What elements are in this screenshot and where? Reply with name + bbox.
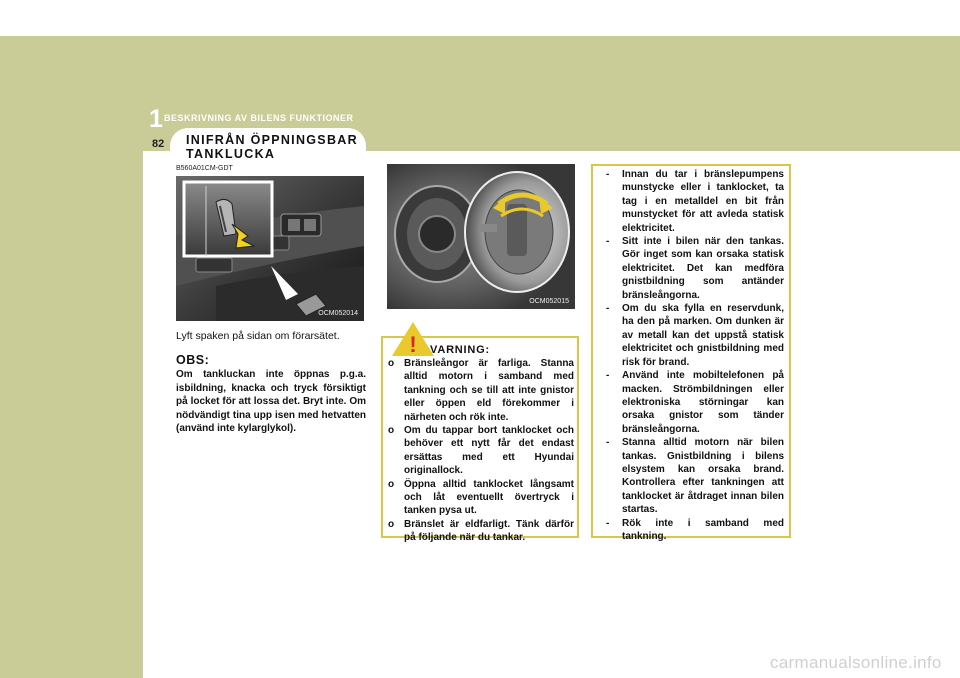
header-band bbox=[0, 36, 960, 151]
figure-code-left: OCM052014 bbox=[318, 310, 358, 317]
bullet: - bbox=[606, 370, 610, 382]
list-item: - Stanna alltid motorn när bilen tankas. Gnistbildning i bilens elsystem kan orsaka brand. Kontrollera efter tankningen att tanklocket är åtdraget innan bilen startas. bbox=[606, 437, 784, 516]
fuel-lever-photo bbox=[176, 176, 364, 321]
list-item: - Sitt inte i bilen när den tankas. Gör inget som kan orsaka statisk elektricitet. Det kan medföra gnistbildning som antänder bränsleångorna. bbox=[606, 236, 784, 301]
list-item: - Använd inte mobiltelefonen på macken. Strömbildningen eller elektroniska störningar kan orsaka gnistor som tänder bränsleångorna. bbox=[606, 370, 784, 435]
bullet: - bbox=[606, 169, 610, 180]
list-item: - Innan du tar i bränslepumpens munstycke eller i tanklocket, ta tag i en metalldel en bit från munstycket för att avleda statisk elektricitet. bbox=[606, 169, 784, 234]
page-number: 82 bbox=[152, 138, 165, 150]
bullet: o bbox=[388, 478, 395, 490]
fuel-cap-photo bbox=[387, 164, 575, 309]
bullet: - bbox=[606, 303, 610, 315]
list-item: o Öppna alltid tanklocket långsamt och låt eventuellt övertryck i tanken pysa ut. bbox=[388, 478, 574, 517]
section-heading bbox=[186, 133, 358, 161]
list-item: o Om du tappar bort tanklocket och behöver ett nytt får det endast ersättas med ett Hyundai originallock. bbox=[388, 425, 574, 477]
bullet: o bbox=[388, 358, 395, 369]
safety-list bbox=[602, 168, 784, 543]
fuel-cap-illustration bbox=[387, 164, 575, 309]
list-item: o Bränsleångor är farliga. Stanna alltid motorn i samband med tankning och se till att inte gnistor eller öppen eld förekommer i närheten och rök inte. bbox=[388, 358, 574, 423]
list-item: - Rök inte i samband med tankning. bbox=[606, 517, 784, 542]
bullet: - bbox=[606, 517, 610, 529]
bullet: o bbox=[388, 518, 395, 530]
figure-code-right: OCM052015 bbox=[529, 298, 569, 305]
warning-list bbox=[384, 357, 574, 545]
watermark: carmanualsonline.info bbox=[770, 653, 942, 672]
warning-exclamation: ! bbox=[409, 332, 417, 357]
list-item: - Om du ska fylla en reservdunk, ha den på marken. Om dunken är av metall kan det uppstå statisk elektricitet och gnistbildning med risk för brand. bbox=[606, 303, 784, 368]
section-code: B560A01CM-GDT bbox=[176, 165, 233, 172]
chapter-number: 1 bbox=[149, 105, 163, 133]
instruction-text: Lyft spaken på sidan om förarsätet. bbox=[176, 330, 340, 342]
bullet: - bbox=[606, 236, 610, 248]
fuel-lever-illustration bbox=[176, 176, 364, 321]
bullet: - bbox=[606, 437, 610, 449]
bullet: o bbox=[388, 425, 395, 437]
section-heading-line2: TANKLUCKA bbox=[186, 147, 276, 161]
section-heading-line1: INIFRÅN ÖPPNINGSBAR bbox=[186, 133, 358, 147]
obs-title: OBS: bbox=[176, 353, 210, 367]
obs-text: Om tankluckan inte öppnas p.g.a. isbildning, knacka och tryck försiktigt på locket för att lossa det. Bryt inte. Om nödvändigt tina upp isen med hetvatten (använd inte kylarglykol). bbox=[176, 369, 366, 434]
warning-title: VARNING: bbox=[430, 344, 490, 356]
list-item: o Bränslet är eldfarligt. Tänk därför på följande när du tankar. bbox=[388, 518, 574, 544]
chapter-title: BESKRIVNING AV BILENS FUNKTIONER bbox=[164, 113, 354, 123]
